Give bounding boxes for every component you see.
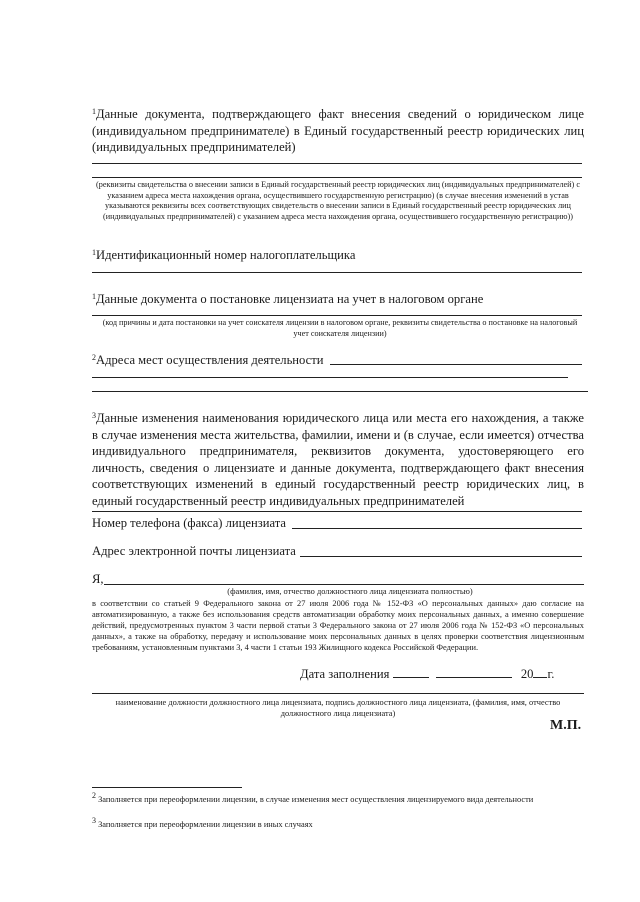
date-year-suffix: г. — [547, 667, 555, 681]
footnote-number: 3 — [92, 816, 96, 825]
phone-label: Номер телефона (факса) лицензиата — [92, 516, 286, 530]
consent-name-field[interactable] — [104, 584, 584, 585]
consent-name-note: (фамилия, имя, отчество должностного лица лицензиата полностью) — [227, 587, 473, 596]
registry-text: Данные документа, подтверждающего факт внесения сведений о юридическом лице (индивидуальном предпринимателе) в Единый государственный реестр юридических лиц (индивидуальных предпринимателей) — [92, 107, 584, 154]
footnote-ref: 3 — [92, 411, 96, 420]
phone-field[interactable] — [292, 528, 582, 529]
consent-text: в соответствии со статьей 9 Федерального закона от 27 июля 2006 года № 152-ФЗ «О персональных данных» даю согласие на автоматизированную, а также без использования средств автоматизации обработку моих персональных данных, а именно совершение действий, предусмотренных пунктом 3 части первой статьи 3 Федерального закона от 27 июля 2006 года № 152-ФЗ «О персональных данных», а также на обработку, передачу и использование моих персональных данных в целях проверки соответствия лицензионным требованиям, установленным пунктами 3, 4 части 1 статьи 193 Жилищного кодекса Российской Федерации. — [92, 599, 584, 652]
address-line-2[interactable] — [92, 377, 568, 378]
footnote-2 — [92, 791, 584, 805]
changes-heading — [92, 410, 584, 509]
tax-line[interactable] — [92, 315, 582, 316]
footnote-text: Заполняется при переоформлении лицензии, в случае изменения мест осуществления лицензируемого вида деятельности — [98, 795, 534, 804]
email-field[interactable] — [300, 556, 582, 557]
email-label: Адрес электронной почты лицензиата — [92, 544, 296, 558]
tax-heading — [92, 291, 584, 308]
date-year-prefix: 20 — [520, 667, 534, 681]
inn-heading — [92, 247, 584, 264]
footnote-text: Заполняется при переоформлении лицензии в иных случаях — [98, 820, 313, 829]
date-fill-row — [300, 666, 554, 683]
registry-note: (реквизиты свидетельства о внесении записи в Единый государственный реестр юридических лиц (индивидуальных предпринимателей) с указанием адреса места нахождения органа, осуществившего государственную регистрацию) (в случае внесения изменений в устав указываются реквизиты всех соответствующих свидетельств о внесении записи в Единый государственный реестр юридических лиц (индивидуальных предпринимателей) с указанием адреса места нахождения органа, осуществившего государственную регистрацию)) — [96, 180, 580, 221]
date-year-field[interactable] — [533, 666, 547, 678]
registry-line-2[interactable] — [92, 177, 582, 178]
address-line-3[interactable] — [92, 391, 588, 392]
date-fill-label: Дата заполнения — [300, 667, 390, 681]
ya-label: Я, — [92, 572, 104, 586]
footnote-ref: 1 — [92, 292, 96, 301]
signature-line[interactable] — [92, 693, 584, 694]
address-text: Адреса мест осуществления деятельности — [96, 353, 324, 367]
changes-line[interactable] — [92, 511, 582, 512]
registry-line-1[interactable] — [92, 163, 582, 164]
footnote-ref: 1 — [92, 248, 96, 257]
changes-text: Данные изменения наименования юридического лица или места его нахождения, а также в случае изменения места жительства, фамилии, имени и (в случае, если имеется) отчества индивидуального предпринимателя, реквизитов документа, удостоверяющего его личность, сведения о лицензиате и данные документа, подтверждающего факт внесения соответствующих изменений в единый государственный реестр юридических лиц, в единый государственный реестр индивидуальных предпринимателей — [92, 411, 584, 508]
footnote-3 — [92, 816, 584, 830]
date-month-field[interactable] — [436, 666, 512, 678]
inn-text: Идентификационный номер налогоплательщика — [96, 248, 356, 262]
date-day-field[interactable] — [393, 666, 429, 678]
stamp-place-label: М.П. — [550, 718, 582, 733]
registry-heading — [92, 106, 584, 156]
signature-note: наименование должности должностного лица лицензиата, подпись должностного лица лицензиата, (фамилия, имя, отчество должностного лица лицензиата) — [115, 698, 561, 718]
address-heading — [92, 352, 328, 369]
footnote-number: 2 — [92, 791, 96, 800]
tax-note: (код причины и дата постановки на учет соискателя лицензии в налоговом органе, реквизиты свидетельства о постановке на налоговый учет соискателя лицензии) — [102, 318, 578, 338]
inn-line[interactable] — [92, 272, 582, 273]
address-line-1[interactable] — [330, 364, 582, 365]
footnote-ref: 1 — [92, 107, 96, 116]
footnote-separator — [92, 787, 242, 788]
tax-text: Данные документа о постановке лицензиата на учет в налоговом органе — [96, 292, 484, 306]
footnote-ref: 2 — [92, 353, 96, 362]
